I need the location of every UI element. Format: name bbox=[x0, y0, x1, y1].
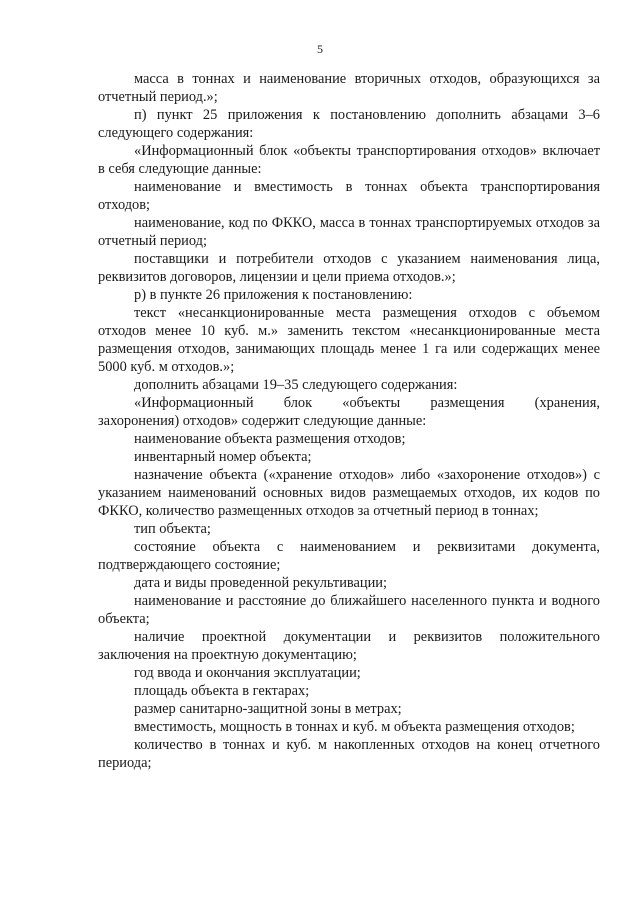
split-word: «Информационный bbox=[134, 395, 254, 411]
paragraph: наименование и расстояние до ближайшего населенного пункта и водного объекта; bbox=[98, 593, 600, 627]
paragraph: р) в пункте 26 приложения к постановлению: bbox=[134, 287, 413, 303]
split-word: блок bbox=[283, 395, 313, 411]
paragraph: состояние объекта с наименованием и реквизитами документа, подтверждающего состояние; bbox=[98, 539, 600, 573]
paragraph: год ввода и окончания эксплуатации; bbox=[134, 665, 361, 681]
paragraph: п) пункт 25 приложения к постановлению дополнить абзацами 3–6 следующего содержания: bbox=[98, 107, 600, 141]
paragraph: наличие проектной документации и реквизитов положительного заключения на проектную документацию; bbox=[98, 629, 600, 663]
paragraph: наименование и вместимость в тоннах объекта транспортирования отходов; bbox=[98, 179, 600, 213]
paragraph: масса в тоннах и наименование вторичных отходов, образующихся за отчетный период.»; bbox=[98, 71, 600, 105]
paragraph: инвентарный номер объекта; bbox=[134, 449, 312, 465]
paragraph: назначение объекта («хранение отходов» либо «захоронение отходов») с указанием наименований основных видов размещаемых отходов, их кодов по ФККО, количество размещенных отходов за отчетный период в тоннах; bbox=[98, 467, 600, 519]
paragraph: поставщики и потребители отходов с указанием наименования лица, реквизитов договоров, лицензии и цели приема отходов.»; bbox=[98, 251, 600, 285]
paragraph: текст «несанкционированные места размещения отходов с объемом отходов менее 10 куб. м.» заменить текстом «несанкционированные места размещения отходов, занимающих площадь менее 1 га или содержащих менее 5000 куб. м отходов.»; bbox=[98, 305, 600, 375]
paragraph: количество в тоннах и куб. м накопленных отходов на конец отчетного периода; bbox=[98, 737, 600, 771]
paragraph: «Информационный блок «объекты транспортирования отходов» включает в себя следующие данные: bbox=[98, 143, 600, 177]
split-word: (хранения, bbox=[534, 395, 600, 411]
document-body bbox=[98, 70, 600, 772]
paragraph: размер санитарно-защитной зоны в метрах; bbox=[134, 701, 402, 717]
paragraph: вместимость, мощность в тоннах и куб. м объекта размещения отходов; bbox=[134, 719, 575, 735]
paragraph: тип объекта; bbox=[134, 521, 211, 537]
paragraph-continuation: захоронения) отходов» содержит следующие данные: bbox=[98, 413, 427, 429]
split-word: «объекты bbox=[342, 395, 401, 411]
paragraph: наименование, код по ФККО, масса в тоннах транспортируемых отходов за отчетный период; bbox=[98, 215, 600, 249]
paragraph: дополнить абзацами 19–35 следующего содержания: bbox=[134, 377, 458, 393]
split-line bbox=[98, 394, 600, 412]
paragraph: дата и виды проведенной рекультивации; bbox=[134, 575, 387, 591]
split-word: размещения bbox=[430, 395, 505, 411]
paragraph: площадь объекта в гектарах; bbox=[134, 683, 310, 699]
page-number: 5 bbox=[317, 42, 323, 56]
paragraph: наименование объекта размещения отходов; bbox=[134, 431, 406, 447]
